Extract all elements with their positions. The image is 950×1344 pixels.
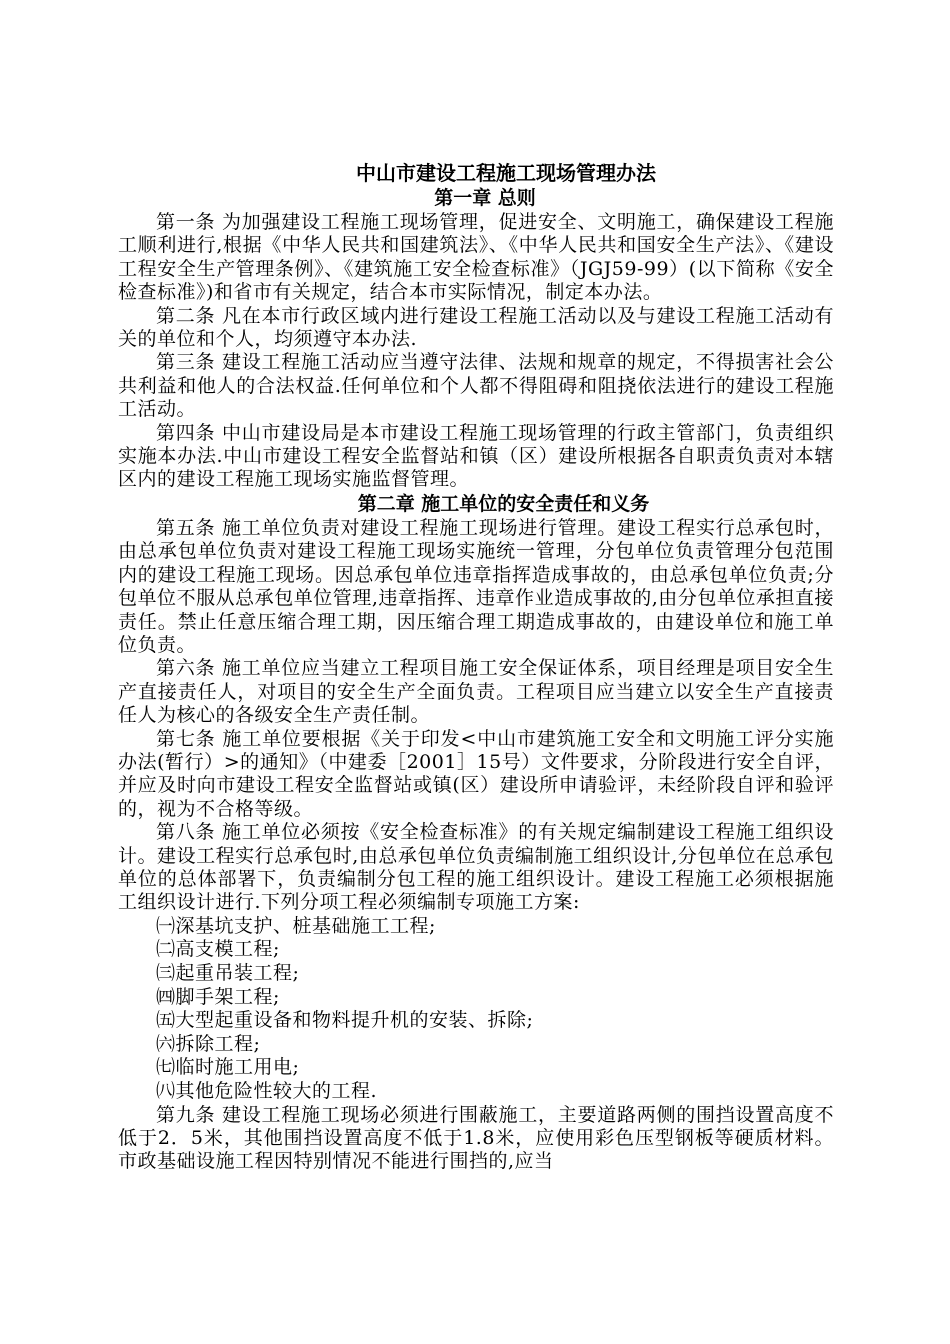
list-item: ㈤大型起重设备和物料提升机的安装、拆除;: [156, 1009, 534, 1032]
article-2: 第二条 凡在本市行政区域内进行建设工程施工活动以及与建设工程施工活动有关的单位和个人，均须遵守本办法.: [118, 304, 834, 351]
list-item: ㈥拆除工程;: [156, 1032, 261, 1055]
article-4: 第四条 中山市建设局是本市建设工程施工现场管理的行政主管部门，负责组织实施本办法.中山市建设工程安全监督站和镇（区）建设所根据各自职责负责对本辖区内的建设工程施工现场实施监督管理。: [118, 421, 834, 491]
list-item: ㈣脚手架工程;: [156, 985, 280, 1008]
document-page: [118, 160, 834, 1174]
list-item: ㈡高支模工程;: [156, 938, 280, 961]
chapter-1-heading: 第一章 总则: [434, 187, 536, 209]
article-8: 第八条 施工单位必须按《安全检查标准》的有关规定编制建设工程施工组织设计。建设工程实行总承包时,由总承包单位负责编制施工组织设计,分包单位在总承包单位的总体部署下，负责编制分包工程的施工组织设计。建设工程施工必须根据施工组织设计进行.下列分项工程必须编制专项施工方案:: [118, 821, 834, 914]
article-1: 第一条 为加强建设工程施工现场管理，促进安全、文明施工，确保建设工程施工顺利进行,根据《中华人民共和国建筑法》、《中华人民共和国安全生产法》、《建设工程安全生产管理条例》、《建筑施工安全检查标准》（JGJ59-99）(以下简称《安全检查标准》)和省市有关规定，结合本市实际情况，制定本办法。: [118, 211, 834, 304]
article-6: 第六条 施工单位应当建立工程项目施工安全保证体系，项目经理是项目安全生产直接责任人，对项目的安全生产全面负责。工程项目应当建立以安全生产直接责任人为核心的各级安全生产责任制。: [118, 657, 834, 727]
list-item: ㈧其他危险性较大的工程.: [156, 1079, 378, 1102]
article-3: 第三条 建设工程施工活动应当遵守法律、法规和规章的规定，不得损害社会公共利益和他人的合法权益.任何单位和个人都不得阻碍和阻挠依法进行的建设工程施工活动。: [118, 351, 834, 421]
list-item: ㈠深基坑支护、桩基础施工工程;: [156, 914, 436, 937]
article-5: 第五条 施工单位负责对建设工程施工现场进行管理。建设工程实行总承包时，由总承包单位负责对建设工程施工现场实施统一管理，分包单位负责管理分包范围内的建设工程施工现场。因总承包单位违章指挥造成事故的，由总承包单位负责;分包单位不服从总承包单位管理,违章指挥、违章作业造成事故的,由分包单位承担直接责任。禁止任意压缩合理工期，因压缩合理工期造成事故的，由建设单位和施工单位负责。: [118, 516, 834, 656]
article-7: 第七条 施工单位要根据《关于印发<中山市建筑施工安全和文明施工评分实施办法(暂行）>的通知》（中建委［2001］15号）文件要求，分阶段进行安全自评，并应及时向市建设工程安全监督站或镇(区）建设所申请验评，未经阶段自评和验评的，视为不合格等级。: [118, 727, 834, 820]
list-item: ㈦临时施工用电;: [156, 1056, 300, 1079]
list-item: ㈢起重吊装工程;: [156, 961, 300, 984]
article-9: 第九条 建设工程施工现场必须进行围蔽施工，主要道路两侧的围挡设置高度不低于2．5米，其他围挡设置高度不低于1.8米，应使用彩色压型钢板等硬质材料。市政基础设施工程因特别情况不能进行围挡的,应当: [118, 1103, 834, 1173]
chapter-2-heading: 第二章 施工单位的安全责任和义务: [357, 492, 650, 515]
document-title: 中山市建设工程施工现场管理办法: [356, 161, 656, 185]
